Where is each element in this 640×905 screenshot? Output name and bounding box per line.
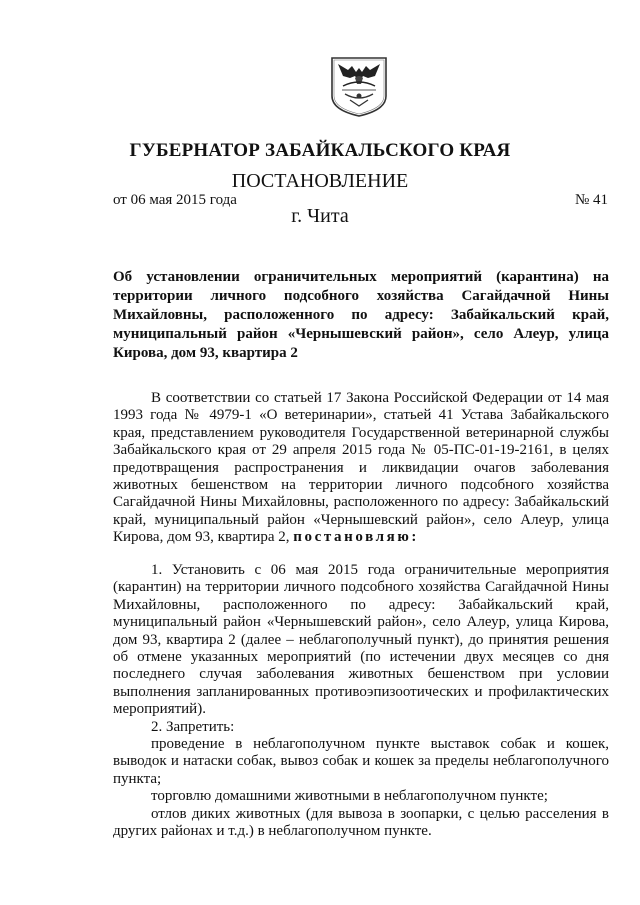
authority-title: ГУБЕРНАТОР ЗАБАЙКАЛЬСКОГО КРАЯ [129, 140, 511, 161]
preamble-block [113, 390, 609, 547]
preamble-paragraph [113, 390, 609, 547]
decree-word: постановляю: [293, 529, 420, 546]
document-date: от 06 мая 2015 года [113, 192, 237, 208]
document-city: г. Чита [291, 205, 349, 227]
ban-1: проведение в неблагополучном пункте выставок собак и кошек, выводок и натаски собак, вывоз собак и кошек за пределы неблагополучного пункта; [113, 736, 609, 787]
document-type: ПОСТАНОВЛЕНИЕ [231, 170, 409, 192]
coat-of-arms-icon [328, 52, 390, 118]
item-2: 2. Запретить: [151, 718, 235, 735]
decree-items [113, 562, 609, 841]
document-heading: Об установлении ограничительных мероприятий (карантина) на территории личного подсобного хозяйства Сагайдачной Нины Михайловны, расположенного по адресу: Забайкальский край, муниципальный район «Чернышевский район», село Алеур, улица Кирова, дом 93, квартира 2 [113, 269, 609, 361]
preamble-text: В соответствии со статьей 17 Закона Российской Федерации от 14 мая 1993 года № 4979-1 «О ветеринарии», статьей 41 Устава Забайкальского края, представлением руководителя Государственной ветеринарной службы Забайкальского края от 29 апреля 2015 года № 05-ПС-01-19-2161, в целях предотвращения распространения и ликвидации очагов заболевания животных бешенством на территории личного подсобного хозяйства Сагайдачной Нины Михайловны, расположенного по адресу: Забайкальский край, муниципальный район «Чернышевский район», село Алеур, улица Кирова, дом 93, квартира 2, [113, 390, 609, 546]
document-number: № 41 [574, 192, 608, 208]
item-1: 1. Установить с 06 мая 2015 года ограничительные мероприятия (карантин) на территории личного подсобного хозяйства Сагайдачной Нины Михайловны, расположенного по адресу: Забайкальский край, муниципальный район «Чернышевский район», село Алеур, улица Кирова, дом 93, квартира 2 (далее – неблагополучный пункт), до принятия решения об отмене указанных мероприятий (по истечении двух месяцев со дня последнего случая заболевания животных бешенством при условии выполнения запланированных противоэпизоотических и профилактических мероприятий). [113, 562, 609, 718]
ban-3: отлов диких животных (для вывоза в зоопарки, с целью расселения в других районах и т.д.) в неблагополучном пункте. [113, 805, 609, 840]
ban-2: торговлю домашними животными в неблагополучном пункте; [151, 788, 548, 805]
